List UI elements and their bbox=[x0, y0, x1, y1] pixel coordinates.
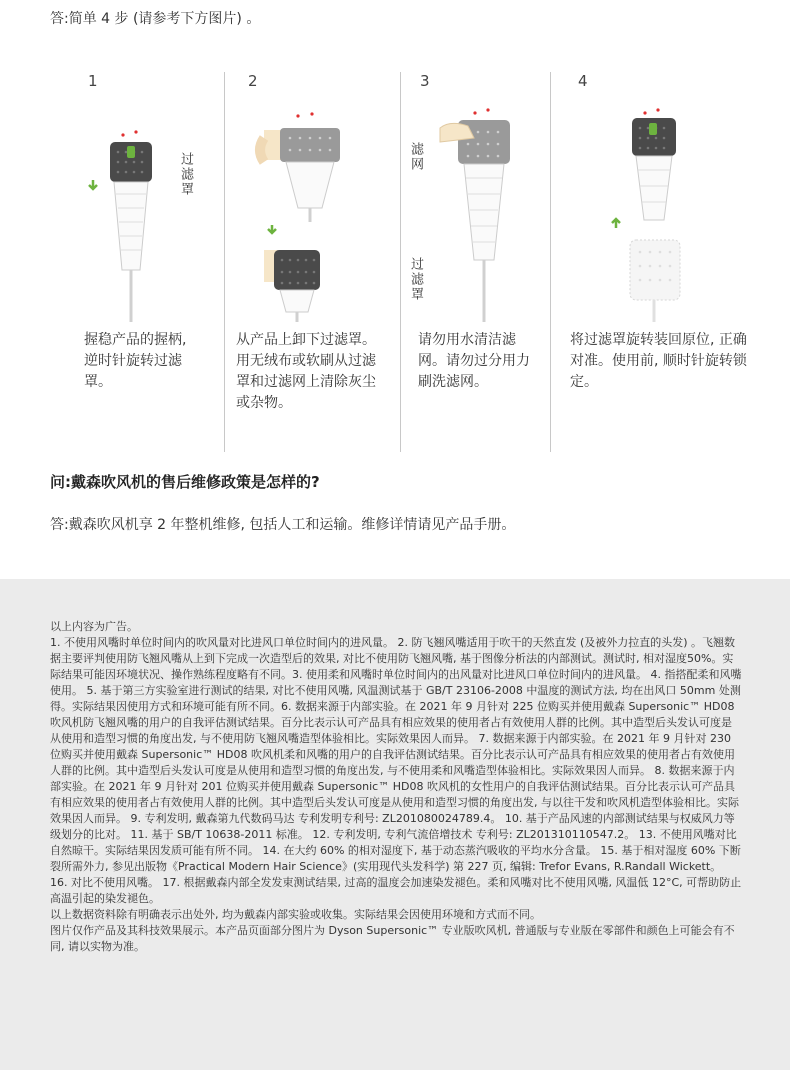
disclaimer-section bbox=[0, 579, 790, 1070]
step-number: 3 bbox=[420, 72, 430, 90]
step-1-illustration bbox=[60, 90, 210, 322]
disclaimer-note: 以上数据资料除有明确表示出处外, 均为戴森内部实验或收集。实际结果会因使用环境和方式而不同。 bbox=[50, 908, 541, 921]
step-desc: 将过滤罩旋转装回原位, 正确对准。使用前, 顺时针旋转锁定。 bbox=[570, 332, 747, 390]
filter-cover-label: 过滤罩 bbox=[178, 152, 193, 197]
filter-mesh-label: 滤网 bbox=[408, 142, 423, 172]
step-4-illustration bbox=[572, 90, 722, 322]
step-1 bbox=[50, 72, 222, 452]
step-number: 1 bbox=[88, 72, 98, 90]
faq-question: 问:戴森吹风机的售后维修政策是怎样的? bbox=[50, 473, 320, 491]
step-2-illustration bbox=[250, 90, 400, 322]
step-divider bbox=[224, 72, 225, 452]
faq-answer: 答:戴森吹风机享 2 年整机维修, 包括人工和运输。维修详情请见产品手册。 bbox=[50, 517, 516, 533]
step-3-illustration bbox=[402, 90, 552, 322]
step-desc: 握稳产品的握柄, 逆时针旋转过滤罩。 bbox=[84, 332, 187, 390]
step-number: 2 bbox=[248, 72, 258, 90]
intro-answer: 答:简单 4 步 (请参考下方图片) 。 bbox=[50, 11, 261, 27]
step-3 bbox=[402, 72, 550, 452]
step-divider bbox=[400, 72, 401, 452]
disclaimer-note: 图片仅作产品及其科技效果展示。本产品页面部分图片为 Dyson Supersonic™ 专业版吹风机, 普通版与专业版在零部件和颜色上可能会有不同, 请以实物为准。 bbox=[50, 924, 735, 953]
disclaimer-body: 1. 不使用风嘴时单位时间内的吹风量对比进风口单位时间内的进风量。 2. 防飞翘风嘴适用于吹干的天然直发 (及被外力拉直的头发) 。飞翘数据主要评判使用防飞翘风嘴从上到下完成一次造型后的效果, 对比不使用防飞翘风嘴, 基于图像分析法的内部测试。测试时, 相对湿度50%。实际结果可能因环境状况、操作熟练程度略有不同。3. 使用柔和风嘴时单位时间内的出风量对比进风口单位时间内的进风量。 4. 指搭配柔和风嘴使用。 5. 基于第三方实验室进行测试的结果, 对比不使用风嘴, 风温测试基于 GB/T 23106-2008 中温度的测试方法, 均在出风口 50mm 处测得。实际结果因使用方式和环境可能有所不同。6. 数据来源于内部实验。在 2021 年 9 月针对 225 位购买并使用戴森 Supersonic™ HD08 吹风机防飞翘风嘴的用户的自我评估测试结果。百分比表示认可产品具有相应效果的使用者占有效使用人群的比例。其中造型后头发认可度是从使用和造型习惯的角度出发, 与不使用防飞翘风嘴造型体验相比。实际效果因人而异。 7. 数据来源于内部实验。在 2021 年 9 月针对 230 位购买并使用戴森 Supersonic™ HD08 吹风机柔和风嘴的用户的自我评估测试结果。百分比表示认可产品具有相应效果的使用者占有效使用人群的比例。其中造型后头发认可度是从使用和造型习惯的角度出发, 与不使用柔和风嘴造型体验相比。实际效果因人而异。 8. 数据来源于内部实验。在 2021 年 9 月针对 201 位购买并使用戴森 Supersonic™ HD08 吹风机的女性用户的自我评估测试结果。百分比表示认可产品具有相应效果的使用者占有效使用人群的比例。其中造型后头发认可度是从使用和造型习惯的角度出发, 与以往干发和吹风机造型体验相比。实际效果因人而异。 9. 专利发明, 戴森第九代数码马达 专利发明专利号: ZL201080024789.4。 10. 基于产品风速的内部测试结果与权威风力等级划分的比对。 11. 基于 SB/T 10638-2011 标准。 12. 专利发明, 专利气流倍增技术 专利号: ZL201310110547.2。 13. 不使用风嘴对比自然晾干。实际结果因发质可能有所不同。 14. 在大约 60% 的相对湿度下, 基于动态蒸汽吸收的平均水分含量。 15. 基于相对湿度 60% 下断裂所需外力, 参见出版物《Practical Modern Hair Science》(实用现代头发科学) 第 227 页, 编辑: Trefor Evans, R.Randall Wickett。 16. 对比不使用风嘴。 17. 根据戴森内部全发发束测试结果, 过高的温度会加速染发褪色。柔和风嘴对比不使用风嘴, 风温低 12°C, 可帮助防止高温引起的染发褪色。 bbox=[50, 636, 742, 905]
step-4 bbox=[552, 72, 762, 452]
disclaimer-text bbox=[50, 619, 742, 955]
step-2 bbox=[226, 72, 423, 452]
step-desc: 请勿用水清洁滤网。请勿过分用力刷洗滤网。 bbox=[418, 332, 530, 390]
filter-cover-label: 过滤罩 bbox=[408, 257, 423, 302]
cleaning-steps bbox=[50, 72, 762, 452]
step-divider bbox=[550, 72, 551, 452]
disclaimer-heading: 以上内容为广告。 bbox=[50, 620, 138, 633]
step-number: 4 bbox=[578, 72, 588, 90]
step-desc: 从产品上卸下过滤罩。用无绒布或软刷从过滤罩和过滤网上清除灰尘或杂物。 bbox=[236, 332, 376, 411]
